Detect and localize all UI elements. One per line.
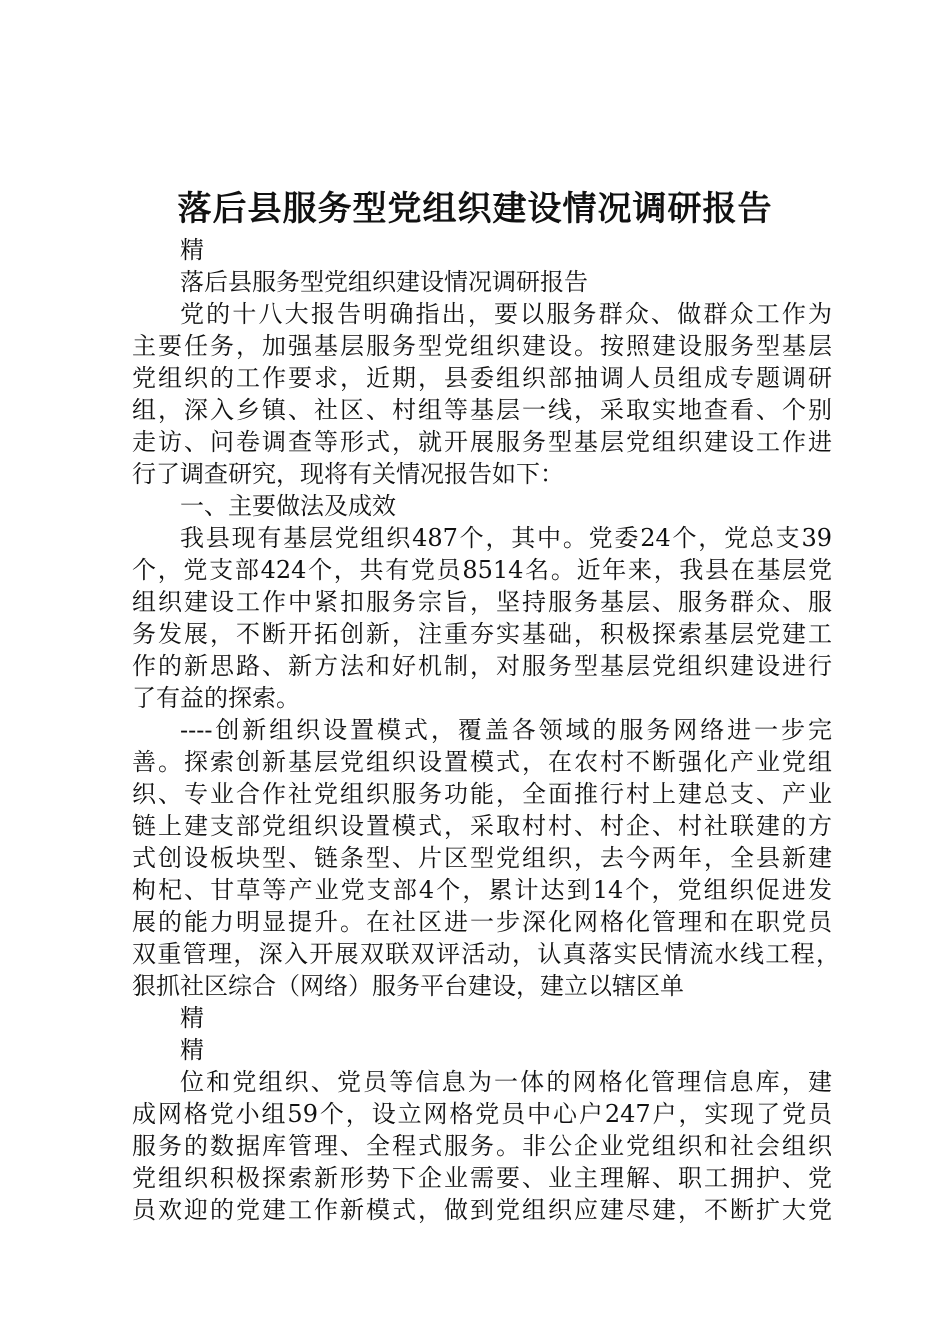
text-line: 链上建支部党组织设置模式，采取村村、村企、村社联建的方 (132, 812, 832, 840)
text-line: 服务的数据库管理、全程式服务。非公企业党组织和社会组织 (132, 1132, 832, 1160)
text-line: 展的能力明显提升。在社区进一步深化网格化管理和在职党员 (132, 908, 832, 936)
text-line: 了有益的探索。 (132, 684, 300, 712)
text-line: 式创设板块型、链条型、片区型党组织，去今两年，全县新建 (132, 844, 832, 872)
text-line: 狠抓社区综合（网络）服务平台建设，建立以辖区单 (132, 972, 684, 1000)
text-line: 精 (180, 1036, 204, 1064)
text-line: 组织建设工作中紧扣服务宗旨，坚持服务基层、服务群众、服 (132, 588, 832, 616)
text-line: 党组织的工作要求，近期，县委组织部抽调人员组成专题调研 (132, 364, 832, 392)
text-line: 织、专业合作社党组织服务功能，全面推行村上建总支、产业 (132, 780, 832, 808)
text-line: 成网格党小组59个，设立网格党员中心户247户，实现了党员 (132, 1100, 832, 1128)
text-line: 枸杞、甘草等产业党支部4个，累计达到14个，党组织促进发 (132, 876, 832, 904)
text-line: 精 (180, 236, 204, 264)
text-line: 精 (180, 1004, 204, 1032)
text-line: 党组织积极探索新形势下企业需要、业主理解、职工拥护、党 (132, 1164, 832, 1192)
section-heading: 一、主要做法及成效 (180, 492, 396, 520)
text-line: 双重管理，深入开展双联双评活动，认真落实民情流水线工程， (132, 940, 840, 968)
text-line: 党的十八大报告明确指出，要以服务群众、做群众工作为 (180, 300, 832, 328)
text-line: 位和党组织、党员等信息为一体的网格化管理信息库，建 (180, 1068, 832, 1096)
text-line: ----创新组织设置模式，覆盖各领域的服务网络进一步完 (180, 716, 832, 744)
text-line: 组，深入乡镇、社区、村组等基层一线，采取实地查看、个别 (132, 396, 832, 424)
text-line: 作的新思路、新方法和好机制，对服务型基层党组织建设进行 (132, 652, 832, 680)
text-line: 善。探索创新基层党组织设置模式，在农村不断强化产业党组 (132, 748, 832, 776)
text-line: 务发展，不断开拓创新，注重夯实基础，积极探索基层党建工 (132, 620, 832, 648)
text-line: 个，党支部424个，共有党员8514名。近年来，我县在基层党 (132, 556, 832, 584)
document-title: 落后县服务型党组织建设情况调研报告 (177, 189, 773, 229)
text-line: 走访、问卷调查等形式，就开展服务型基层党组织建设工作进 (132, 428, 832, 456)
text-line: 行了调查研究，现将有关情况报告如下： (132, 460, 564, 488)
text-line: 主要任务，加强基层服务型党组织建设。按照建设服务型基层 (132, 332, 832, 360)
text-line: 我县现有基层党组织487个，其中。党委24个，党总支39 (180, 524, 832, 552)
text-line: 员欢迎的党建工作新模式，做到党组织应建尽建，不断扩大党 (132, 1196, 832, 1224)
text-line: 落后县服务型党组织建设情况调研报告 (180, 268, 588, 296)
